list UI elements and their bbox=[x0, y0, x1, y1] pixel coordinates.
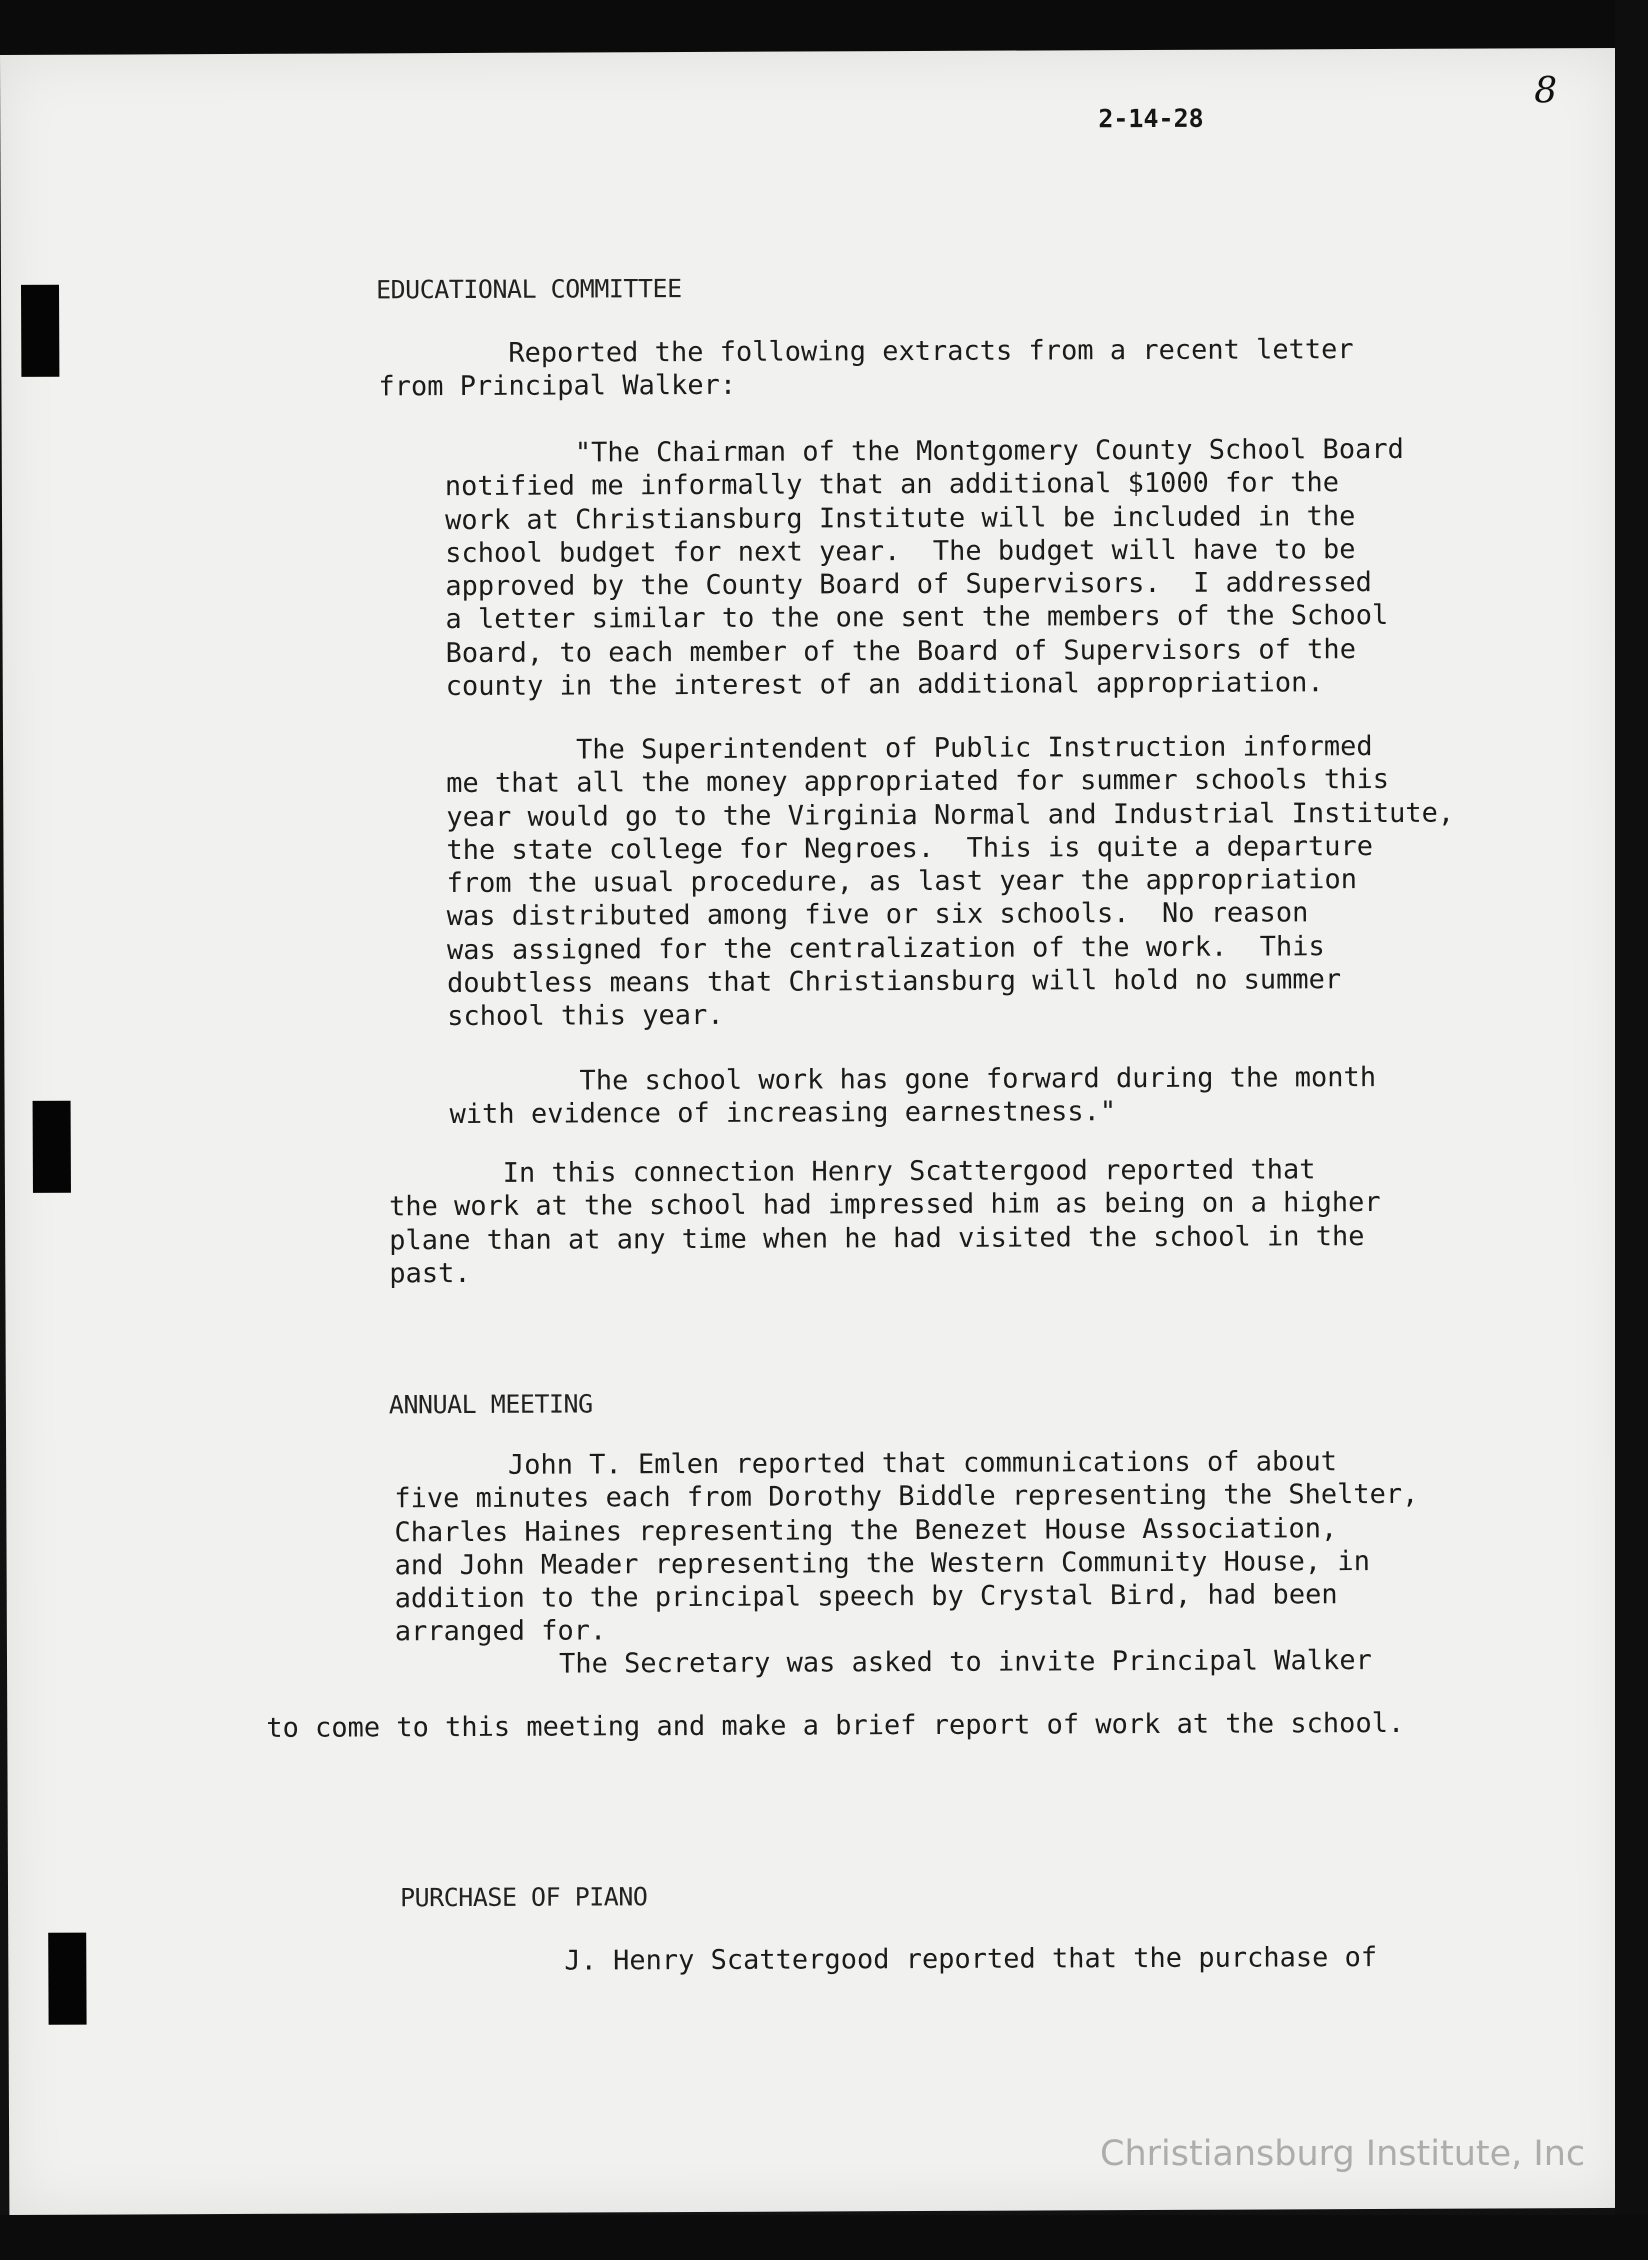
paragraph-secretary: The Secretary was asked to invite Principal Walker bbox=[558, 1645, 1372, 1680]
archive-tab-marker bbox=[48, 1933, 86, 2025]
scan-right-border bbox=[1615, 0, 1648, 2260]
paragraph-secretary-continued: to come to this meeting and make a brief report of work at the school. bbox=[266, 1707, 1405, 1744]
archive-tab-marker bbox=[21, 285, 59, 377]
section-heading-annual-meeting: ANNUAL MEETING bbox=[388, 1389, 593, 1420]
watermark: Christiansburg Institute, Inc bbox=[1100, 2134, 1586, 2174]
archive-tab-marker bbox=[33, 1101, 71, 1193]
paragraph-piano: J. Henry Scattergood reported that the purchase of bbox=[564, 1942, 1378, 1977]
quote-paragraph-school-work: The school work has gone forward during the month with evidence of increasing earnestness." bbox=[449, 1062, 1377, 1131]
section-heading-educational-committee: EDUCATIONAL COMMITTEE bbox=[375, 274, 682, 305]
quote-paragraph-budget: "The Chairman of the Montgomery County School Board notified me informally that an additional $1000 for the work at Christiansburg Institute will be included in the school budget for next year. The budget will have to be approved by the County Board of Supervisors. I addressed a letter similar to the one sent the members of the School Board, to each member of the Board of Supervisors of the county in the interest of an additional appropriation. bbox=[444, 433, 1404, 703]
page-number: 8 bbox=[1534, 70, 1558, 112]
document-date: 2-14-28 bbox=[1098, 103, 1204, 134]
scan-bottom-border bbox=[0, 2215, 1648, 2260]
quote-paragraph-summer-schools: The Superintendent of Public Instruction informed me that all the money appropriated for summer schools this year would go to the Virginia Normal and Industrial Institute, the state college for Negroes. This is quite a departure from the usual procedure, as last year the appropriation was distributed among five or six schools. No reason was assigned for the centralization of the work. This doubtless means that Christiansburg will hold no summer school this year. bbox=[445, 731, 1455, 1033]
document-page bbox=[0, 48, 1627, 2215]
paragraph-intro: Reported the following extracts from a recent letter from Principal Walker: bbox=[378, 334, 1354, 403]
section-heading-purchase-of-piano: PURCHASE OF PIANO bbox=[399, 1882, 648, 1913]
paragraph-scattergood-report: In this connection Henry Scattergood reported that the work at the school had impressed him as being on a higher plane than at any time when he had visited the school in the past. bbox=[388, 1154, 1381, 1290]
paragraph-emlen-report: John T. Emlen reported that communications of about five minutes each from Dorothy Biddle representing the Shelter, Charles Haines representing the Benezet House Association, and John Meader representing the Western Community House, in addition to the principal speech by Crystal Bird, had been arranged for. bbox=[394, 1446, 1419, 1648]
